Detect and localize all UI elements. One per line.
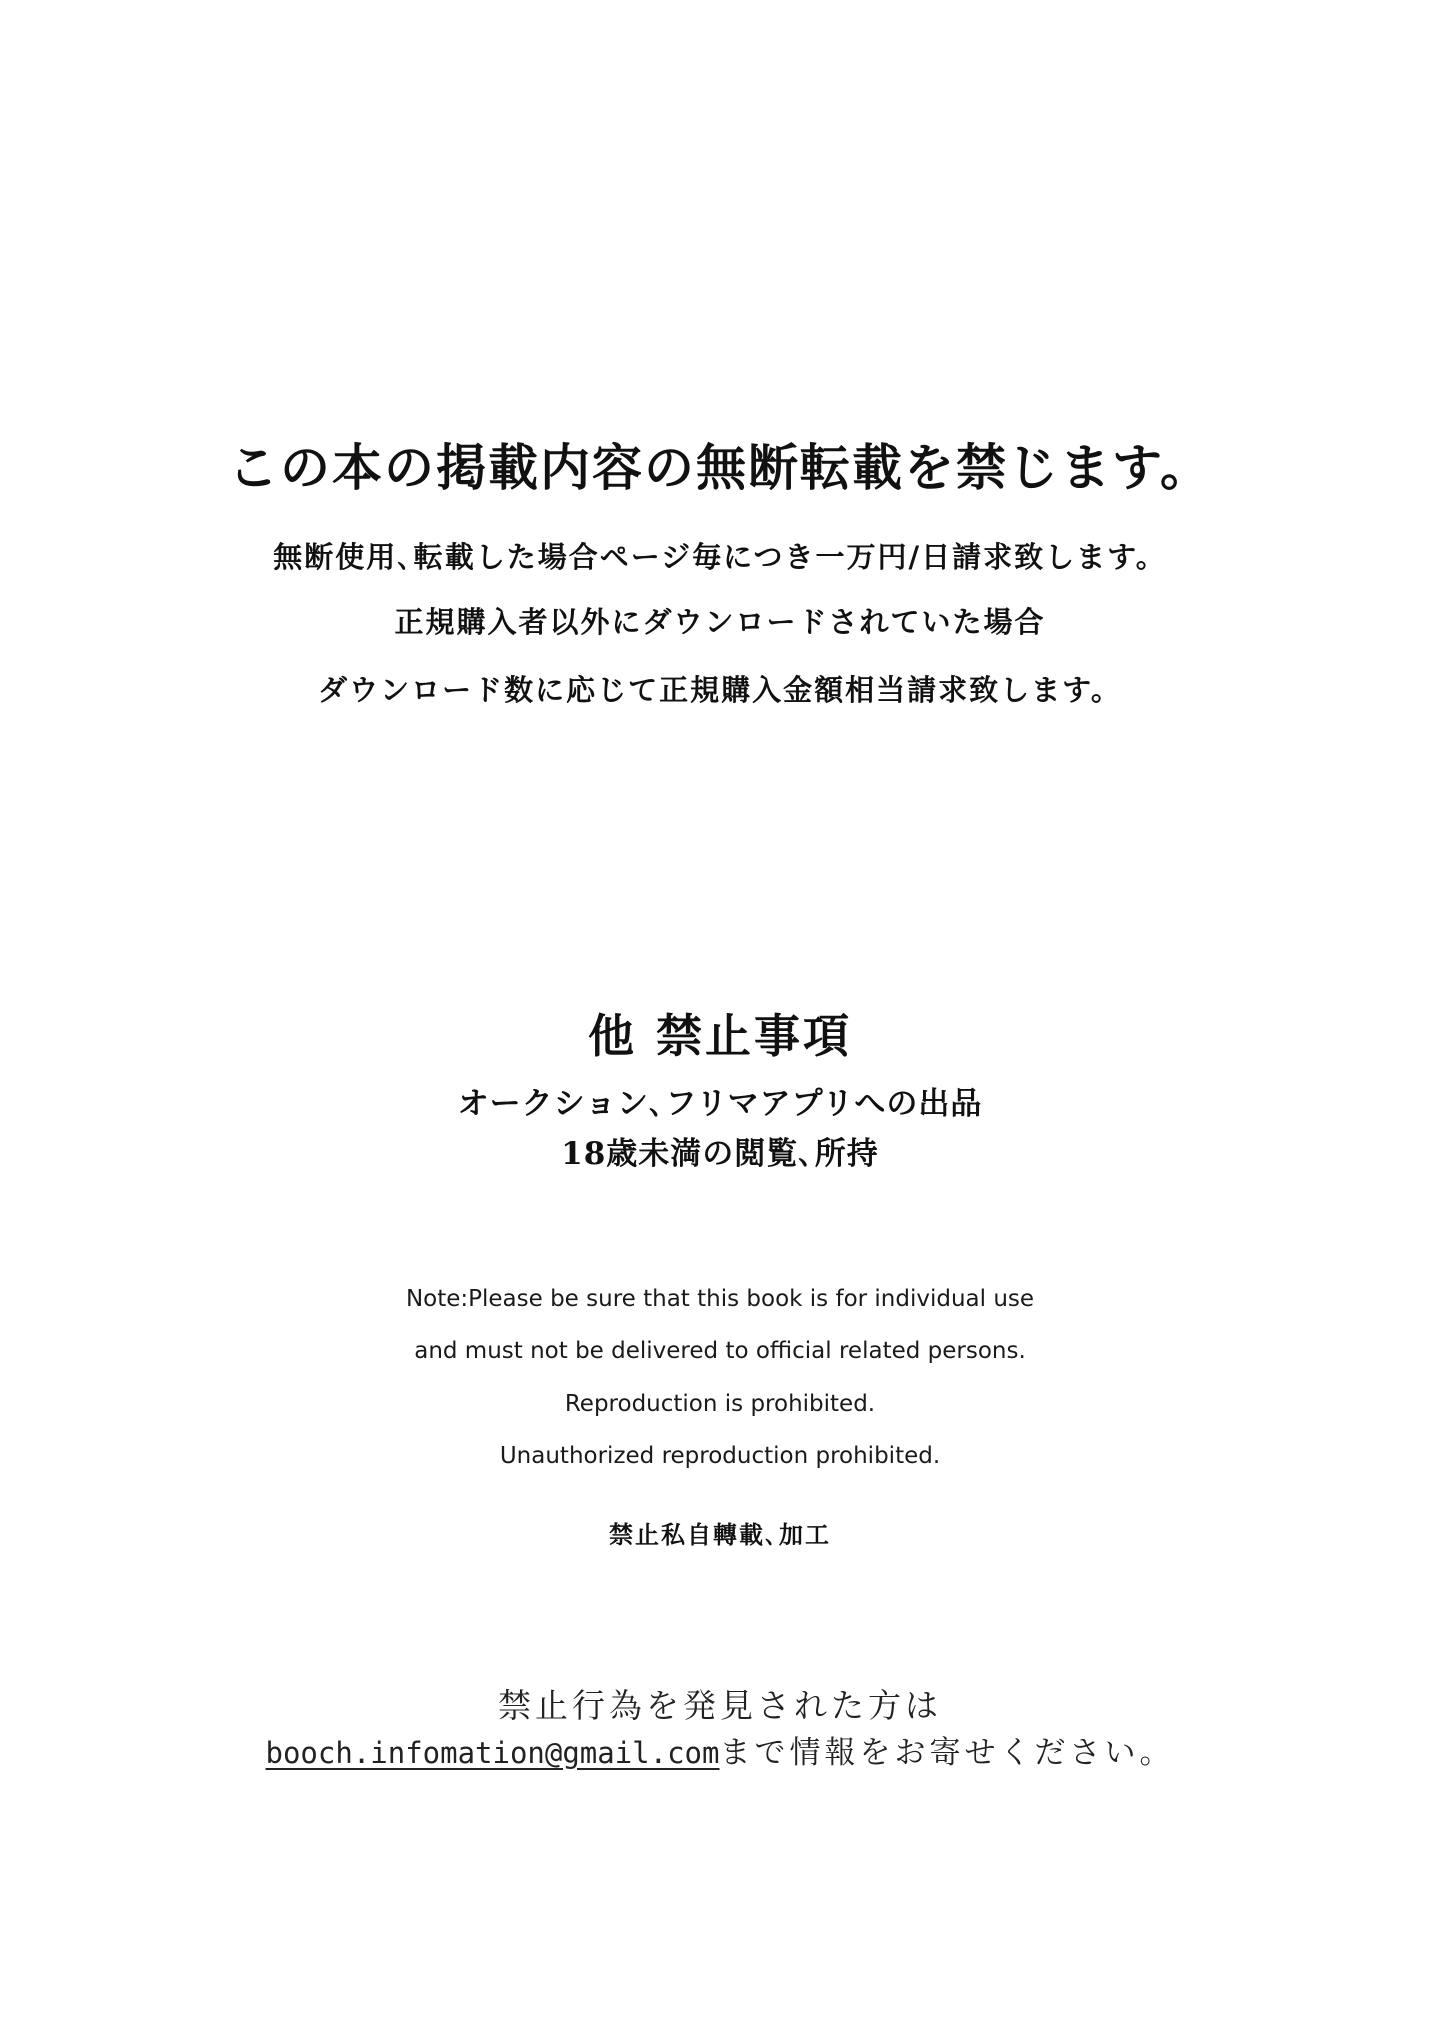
- prohibition-auction: オークション､フリマアプリへの出品: [457, 1086, 983, 1122]
- english-note-2: and must not be delivered to official related persons.: [414, 1338, 1026, 1364]
- english-note-1: Note:Please be sure that this book is for individual use: [405, 1286, 1035, 1312]
- report-line: 禁止行為を発見された方は: [498, 1686, 942, 1725]
- notice-line-download: 正規購入者以外にダウンロードされていた場合: [394, 605, 1046, 639]
- notice-title: この本の掲載内容の無断転載を禁じます。: [228, 438, 1212, 497]
- notice-line-fee: 無断使用､転載した場合ページ毎につき一万円/日請求致します。: [273, 540, 1167, 574]
- english-note-3: Reproduction is prohibited.: [564, 1391, 876, 1417]
- report-tail: まで情報をお寄せください。: [719, 1735, 1175, 1771]
- notice-line-charge: ダウンロード数に応じて正規購入金額相当請求致します。: [318, 673, 1122, 707]
- contact-email-link[interactable]: booch.infomation@gmail.com: [265, 1736, 720, 1770]
- other-prohibitions-title: 他 禁止事項: [587, 1009, 852, 1063]
- prohibition-minors: 18歳未満の閲覧､所持: [561, 1136, 879, 1172]
- chinese-note: 禁止私自轉載､加工: [609, 1520, 831, 1549]
- english-note-4: Unauthorized reproduction prohibited.: [499, 1443, 941, 1469]
- report-contact: [0, 1727, 1440, 1772]
